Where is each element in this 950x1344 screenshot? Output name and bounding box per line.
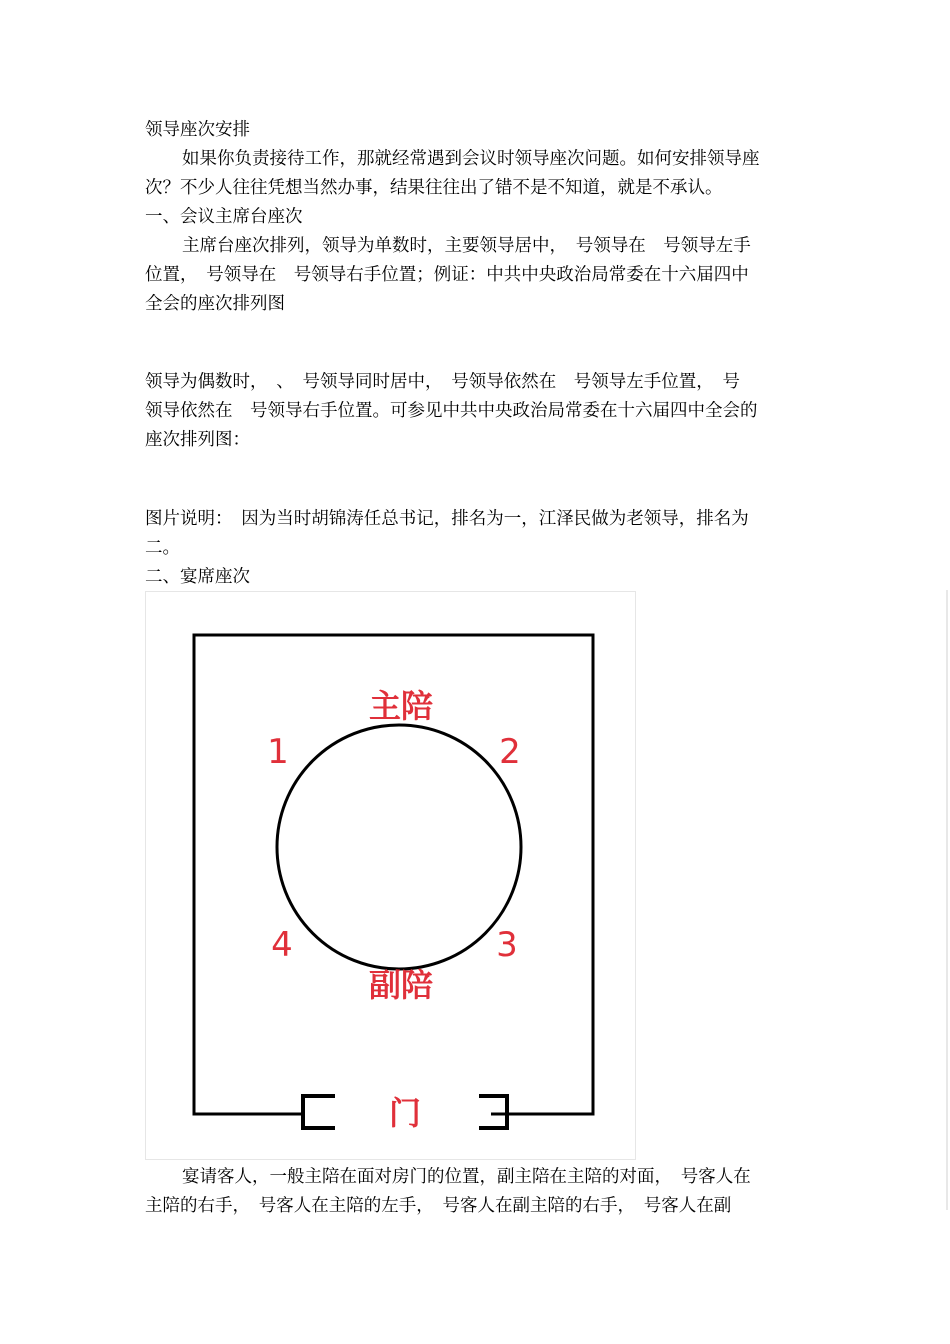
- intro-line-1: 如果你负责接待工作，那就经常遇到会议时领导座次问题。如何安排领导座: [182, 149, 760, 169]
- caption-line-1: 图片说明： 因为当时胡锦涛任总书记，排名为一，江泽民做为老领导，排名为: [145, 509, 749, 529]
- intro-line-2: 次？不少人往往凭想当然办事，结果往往出了错不是不知道，就是不承认。: [145, 178, 723, 198]
- section-1-line-1: 主席台座次排列，领导为单数时，主要领导居中， 号领导在 号领导左手: [182, 236, 751, 256]
- section-1-heading: 一、会议主席台座次: [145, 207, 303, 227]
- door-label: 门: [388, 1094, 422, 1132]
- section-1-line-3: 全会的座次排列图: [145, 294, 285, 314]
- banquet-seating-diagram: [145, 591, 636, 1160]
- even-line-3: 座次排列图：: [145, 430, 250, 450]
- seat-4-label: 4: [271, 925, 293, 965]
- round-table: [277, 725, 521, 969]
- seat-2-label: 2: [499, 732, 521, 772]
- seat-3-label: 3: [496, 925, 518, 965]
- even-line-2: 领导依然在 号领导右手位置。可参见中共中央政治局常委在十六届四中全会的: [145, 401, 758, 421]
- section-2-heading: 二、宴席座次: [145, 567, 250, 587]
- host-label: 主陪: [368, 687, 434, 725]
- page-edge-shadow: [946, 590, 948, 1210]
- banquet-line-2: 主陪的右手， 号客人在主陪的左手， 号客人在副主陪的右手， 号客人在副: [145, 1196, 732, 1216]
- seat-1-label: 1: [267, 732, 289, 772]
- cohost-label: 副陪: [368, 966, 434, 1004]
- banquet-line-1: 宴请客人，一般主陪在面对房门的位置，副主陪在主陪的对面， 号客人在: [182, 1167, 751, 1187]
- even-line-1: 领导为偶数时， 、 号领导同时居中， 号领导依然在 号领导左手位置， 号: [145, 372, 740, 392]
- seating-svg: [146, 592, 635, 1159]
- door-right-bracket: [479, 1096, 507, 1128]
- door-left-bracket: [303, 1096, 335, 1128]
- section-1-line-2: 位置， 号领导在 号领导右手位置；例证：中共中央政治局常委在十六届四中: [145, 265, 749, 285]
- caption-line-2: 二。: [145, 538, 180, 558]
- document-title: 领导座次安排: [145, 120, 250, 140]
